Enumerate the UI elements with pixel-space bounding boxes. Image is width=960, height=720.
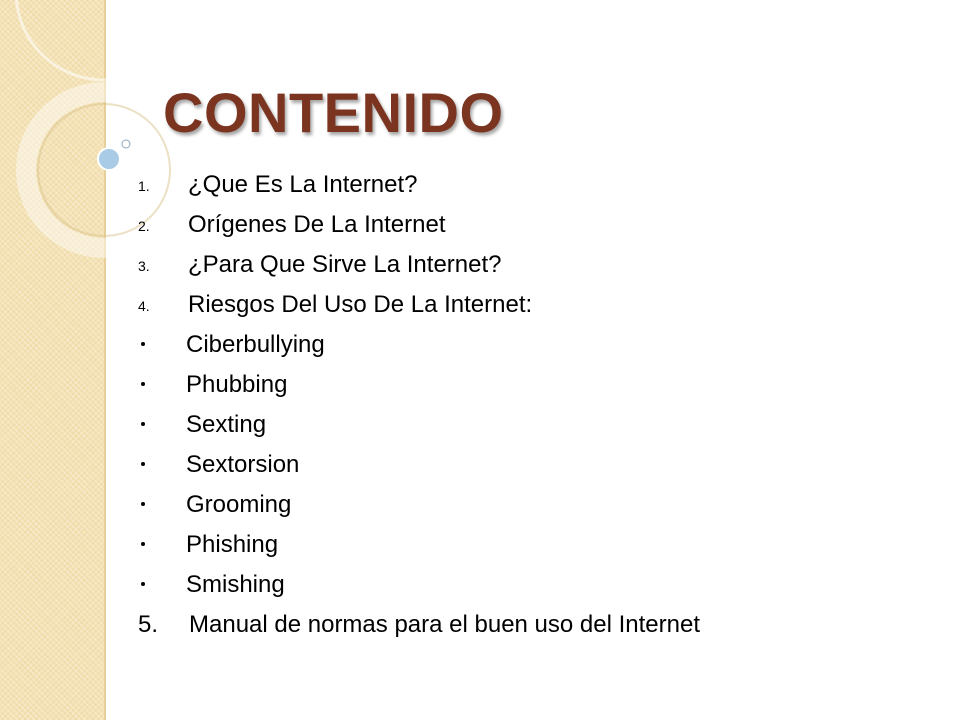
bullet-dot (141, 342, 145, 346)
list-item-final (138, 604, 938, 644)
list-item-text: Riesgos Del Uso De La Internet: (188, 291, 533, 318)
list-number: 1. (138, 178, 150, 194)
list-number: 4. (138, 298, 150, 314)
bullet-item-text: Grooming (186, 491, 292, 518)
bullet-item (138, 404, 938, 444)
bullet-item (138, 324, 938, 364)
list-number: 3. (138, 258, 150, 274)
bullet-dot (141, 462, 145, 466)
side-band (0, 0, 106, 720)
list-item (138, 164, 938, 204)
bullet-item (138, 444, 938, 484)
bullet-item (138, 564, 938, 604)
bullet-item (138, 524, 938, 564)
list-item-text: Manual de normas para el buen uso del Internet (189, 611, 700, 638)
list-item-text: ¿Para Que Sirve La Internet? (188, 251, 502, 278)
list-item-text: ¿Que Es La Internet? (188, 171, 418, 198)
bullet-item-text: Phubbing (186, 371, 288, 398)
bullet-dot (141, 382, 145, 386)
list-item (138, 204, 938, 244)
bullet-dot (141, 422, 145, 426)
slide-title: CONTENIDO (163, 81, 504, 144)
bullet-item-text: Sextorsion (186, 451, 300, 478)
bullet-item-text: Ciberbullying (186, 331, 325, 358)
bullet-dot (141, 582, 145, 586)
bullet-item (138, 484, 938, 524)
list-item (138, 244, 938, 284)
deco-small-ring (122, 140, 130, 148)
content-list (138, 164, 938, 644)
list-number: 2. (138, 218, 150, 234)
bullet-item-text: Phishing (186, 531, 279, 558)
bullet-item (138, 364, 938, 404)
bullet-item-text: Sexting (186, 411, 267, 438)
list-item (138, 284, 938, 324)
bullet-item-text: Smishing (186, 571, 285, 598)
list-item-text: Orígenes De La Internet (188, 211, 446, 238)
list-number: 5. (138, 611, 159, 638)
bullet-dot (141, 502, 145, 506)
bullet-dot (141, 542, 145, 546)
